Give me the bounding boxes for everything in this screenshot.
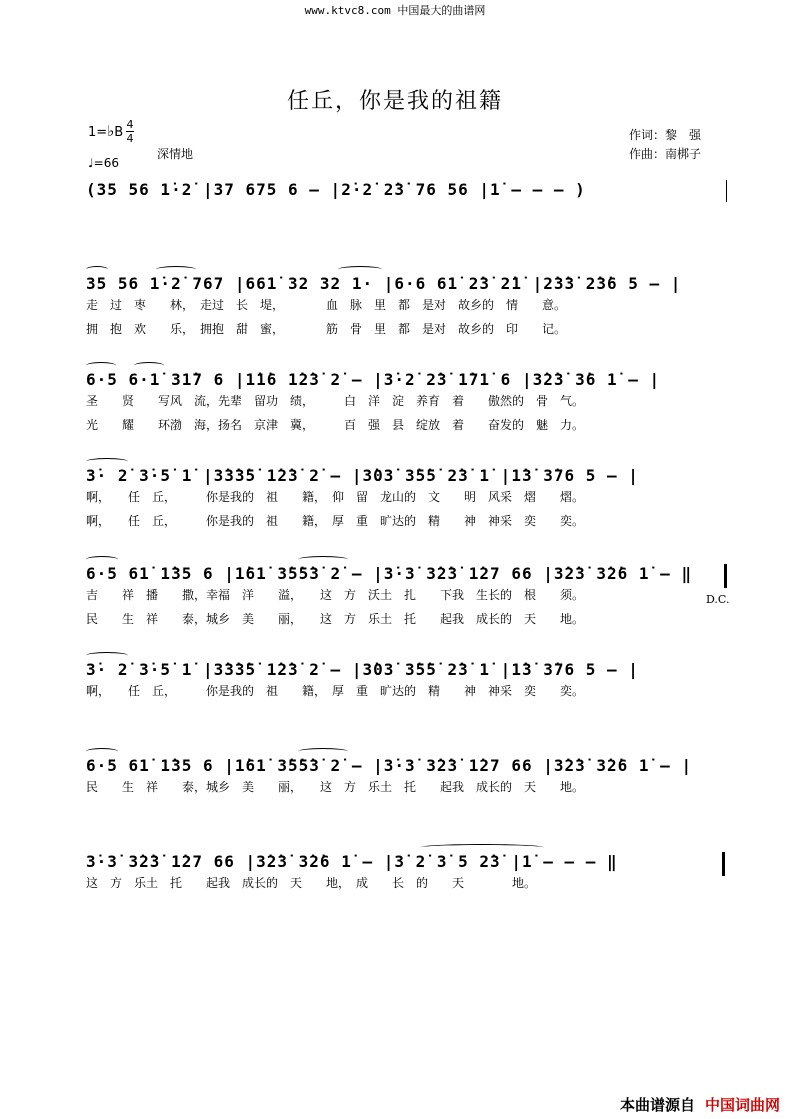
slur (298, 556, 348, 563)
time-signature (126, 119, 134, 144)
line-2-notes: 6·5 6·1̇ 31̇7 6 |1̇1̇6 1̇2̇3̇ 2̇ – |3̇·2̇ 2̇3̇ 1̇71̇ 6 |3̇2̇3̇ 3̇6 1̇ – | (86, 370, 661, 389)
flat-sign: ♭ (107, 122, 115, 140)
slur (338, 266, 382, 273)
slur (86, 556, 118, 563)
line-2-lyric-2: 光 耀 环渤 海，扬名 京津 冀， 百 强 县 绽放 着 奋发的 魅 力。 (86, 418, 585, 432)
footer-source-label: 本曲谱源自 (619, 1096, 695, 1114)
slur (86, 652, 128, 659)
slur (86, 458, 128, 465)
line-3-lyric-2: 啊， 任 丘， 你是我的 祖 籍， 厚 重 旷达的 精 神 神采 奕 奕。 (86, 514, 585, 528)
slur (86, 748, 118, 755)
line-3 (86, 466, 726, 530)
line-2 (86, 370, 726, 434)
site-header[interactable]: www.ktvc8.com 中国最大的曲谱网 (304, 4, 486, 17)
slur (298, 748, 348, 755)
line-3-lyric-1: 啊， 任 丘， 你是我的 祖 籍， 仰 留 龙山的 文 明 风采 熠 熠。 (86, 490, 585, 504)
slur (134, 362, 164, 369)
time-top: 4 (126, 118, 134, 131)
key-note: B (114, 125, 124, 140)
line-5-lyric-1: 啊， 任 丘， 你是我的 祖 籍， 厚 重 旷达的 精 神 神采 奕 奕。 (86, 684, 585, 698)
line-4-lyric-1: 吉 祥 播 撒，幸福 洋 溢， 这 方 沃土 扎 下我 生长的 根 须。 (86, 588, 585, 602)
final-barline (724, 564, 727, 588)
line-1-notes: 35 56 1̇·2̇ 767 |661̇ 32 32 1· |6·6 61̇ 2̇3̇ 2̇1̇ |2̇3̇3̇ 2̇3̇6 5 – | (86, 274, 682, 293)
final-barline (722, 852, 725, 876)
song-title: 任丘，你是我的祖籍 (286, 89, 503, 114)
line-5-notes: 3̇· 2̇ 3̇·5̇ 1̇ |3̇3̇3̇5̇ 1̇2̇3̇ 2̇ – |3̇03̇ 3̇5̇5̇ 2̇3̇ 1̇ |1̇3̇ 3̇76 5 – | (86, 660, 639, 679)
line-4 (86, 564, 726, 628)
lyricist: 作词：黎 强 (629, 128, 702, 142)
line-7 (86, 852, 726, 892)
line-6-lyric-1: 民 生 祥 泰，城乡 美 丽， 这 方 乐土 托 起我 成长的 天 地。 (86, 780, 585, 794)
line-7-lyric-1: 这 方 乐土 托 起我 成长的 天 地， 成 长 的 天 地。 (86, 876, 537, 890)
footer-site-link[interactable]: 中国词曲网 (704, 1096, 780, 1114)
barline (726, 180, 727, 202)
line-1-lyric-2: 拥 抱 欢 乐， 拥抱 甜 蜜， 筋 骨 里 都 是对 故乡的 印 记。 (86, 322, 567, 336)
line-4-notes: 6·5 61̇ 1̇35 6 |1̇61̇ 3̇5̇5̇3̇ 2̇ – |3̇·3̇ 3̇2̇3̇ 1̇27 66 |3̇2̇3̇ 3̇2̇6 1̇ – ‖ (86, 564, 693, 583)
slur (86, 362, 116, 369)
key-label: 1= (88, 125, 108, 140)
line-1-lyric-1: 走 过 枣 林， 走过 长 堤， 血 脉 里 都 是对 故乡的 情 意。 (86, 298, 567, 312)
line-6-notes: 6·5 61̇ 1̇35 6 |1̇61̇ 3̇5̇5̇3̇ 2̇ – |3̇·3̇ 3̇2̇3̇ 1̇27 66 |3̇2̇3̇ 3̇2̇6 1̇ – | (86, 756, 693, 775)
slur (156, 266, 196, 273)
line-5 (86, 660, 726, 700)
slur (86, 266, 108, 273)
intro-row (86, 180, 726, 202)
intro-notes: (35 56 1̇·2̇ |37 675 6 – |2̇·2̇ 2̇3̇ 76 56 |1̇ – – – ) (86, 180, 586, 199)
line-7-notes: 3̇·3̇ 3̇2̇3̇ 1̇27 66 |3̇2̇3̇ 3̇2̇6 1̇ – |3̇ 2̇ 3̇ 5 2̇3̇ |1̇ – – – ‖ (86, 852, 618, 871)
line-3-notes: 3̇· 2̇ 3̇·5̇ 1̇ |3̇3̇3̇5̇ 1̇2̇3̇ 2̇ – |3̇03̇ 3̇5̇5̇ 2̇3̇ 1̇ |1̇3̇ 3̇76 5 – | (86, 466, 639, 485)
line-1 (86, 274, 726, 338)
line-2-lyric-1: 圣 贤 写风 流，先辈 留功 绩， 白 洋 淀 养育 着 傲然的 骨 气。 (86, 394, 585, 408)
key-signature (88, 122, 123, 140)
time-bottom: 4 (126, 132, 134, 145)
expression-marking: 深情地 (157, 147, 194, 161)
tempo-marking: ♩=66 (88, 156, 119, 170)
line-4-lyric-2: 民 生 祥 泰，城乡 美 丽， 这 方 乐土 托 起我 成长的 天 地。 (86, 612, 585, 626)
slur (420, 844, 544, 851)
footer-credit (620, 1094, 780, 1115)
credits (629, 126, 701, 164)
da-capo-marker: D.C. (706, 593, 730, 606)
line-6 (86, 756, 726, 796)
composer: 作曲：南梆子 (629, 147, 702, 161)
